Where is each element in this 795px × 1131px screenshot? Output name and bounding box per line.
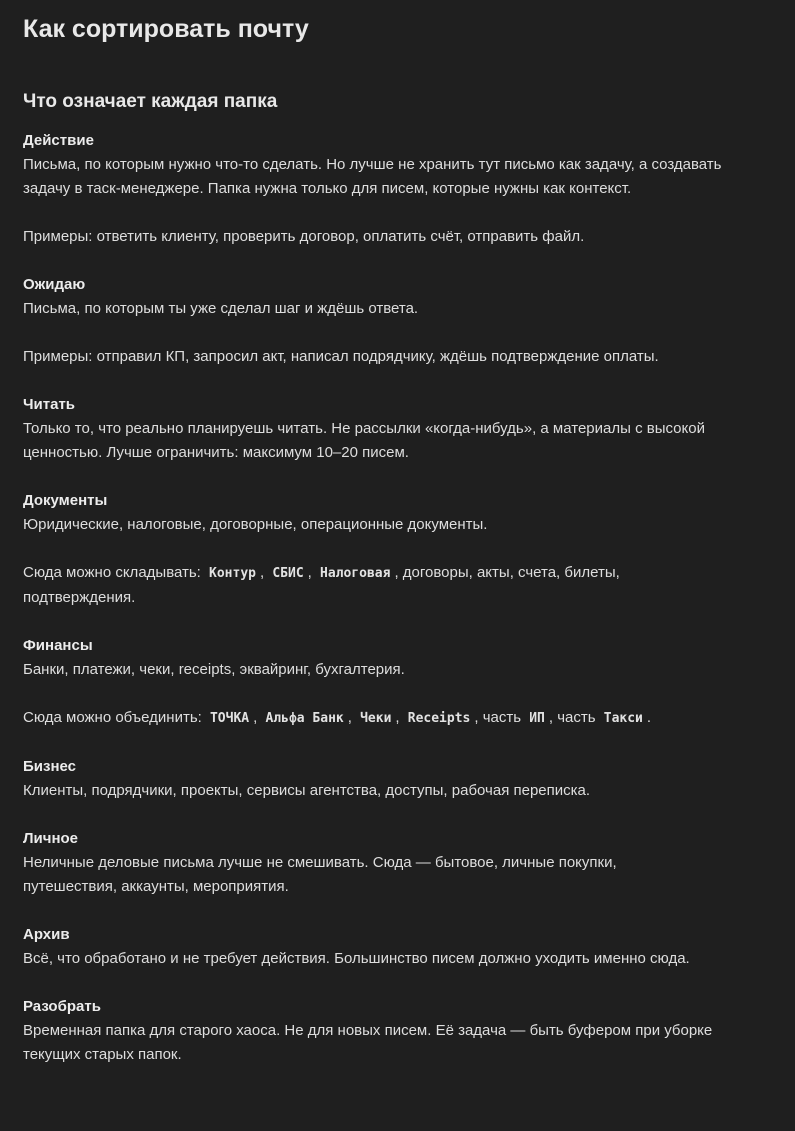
section-action [23,129,773,249]
inline-code: Такси [603,711,643,726]
inline-code: Receipts [407,711,471,726]
inline-code: СБИС [272,566,304,581]
separator: , [395,709,400,726]
section-read [23,393,773,465]
section-text: Письма, по которым нужно что-то сделать. Но лучше не хранить тут письмо как задачу, а создавать задачу в таск-менеджере. Папка нужна только для писем, которые нужны как контекст. [23,156,722,197]
section-title: Личное [23,830,79,847]
section-text: Неличные деловые письма лучше не смешивать. Сюда — бытовое, личные покупки, путешествия, аккаунты, мероприятия. [23,854,617,895]
extra-suffix: . [646,709,652,726]
separator: , [307,564,312,581]
section-archive [23,923,773,971]
section-waiting [23,273,773,369]
inline-code: Налоговая [320,566,391,581]
section-documents [23,489,773,610]
inline-code: ИП [529,711,545,726]
section-title: Ожидаю [23,276,86,293]
inline-code: ТОЧКА [209,711,250,726]
section-business [23,755,773,803]
section-title: Разобрать [23,998,101,1015]
inline-code: Альфа Банк [265,711,344,726]
extra-prefix: Сюда можно объединить: [23,709,202,726]
section-finance [23,634,773,731]
section-title: Архив [23,926,70,943]
section-extra [23,706,773,731]
inline-code: Контур [209,566,256,581]
section-title: Финансы [23,637,93,654]
section-extra [23,561,703,610]
section-sort [23,995,773,1067]
section-personal [23,827,773,899]
separator: , [260,564,265,581]
page-subtitle: Что означает каждая папка [23,91,278,112]
section-title: Действие [23,132,94,149]
section-text: Только то, что реально планируешь читать. Не рассылки «когда-нибудь», а материалы с высокой ценностью. Лучше ограничить: максимум 10–20 писем. [23,420,705,461]
section-text: Временная папка для старого хаоса. Не для новых писем. Её задача — быть буфером при уборке текущих старых папок. [23,1022,713,1063]
section-text: Банки, платежи, чеки, receipts, эквайринг, бухгалтерия. [23,661,405,678]
section-text: Письма, по которым ты уже сделал шаг и ждёшь ответа. [23,300,419,317]
extra-prefix: Сюда можно складывать: [23,564,201,581]
separator: , [347,709,352,726]
inline-code: Чеки [360,711,392,726]
extra-mid: , часть [548,709,596,726]
page-title: Как сортировать почту [23,15,309,43]
section-text: Юридические, налоговые, договорные, операционные документы. [23,516,488,533]
section-text: Всё, что обработано и не требует действия. Большинство писем должно уходить именно сюда. [23,950,690,967]
extra-mid: , часть [474,709,522,726]
extra-suffix: , договоры, акты, счета, билеты, подтверждения. [23,564,620,606]
section-title: Документы [23,492,108,509]
separator: , [253,709,258,726]
section-title: Бизнес [23,758,77,775]
section-examples: Примеры: ответить клиенту, проверить договор, оплатить счёт, отправить файл. [23,228,585,245]
section-title: Читать [23,396,76,413]
section-text: Клиенты, подрядчики, проекты, сервисы агентства, доступы, рабочая переписка. [23,782,591,799]
section-examples: Примеры: отправил КП, запросил акт, написал подрядчику, ждёшь подтверждение оплаты. [23,348,659,365]
